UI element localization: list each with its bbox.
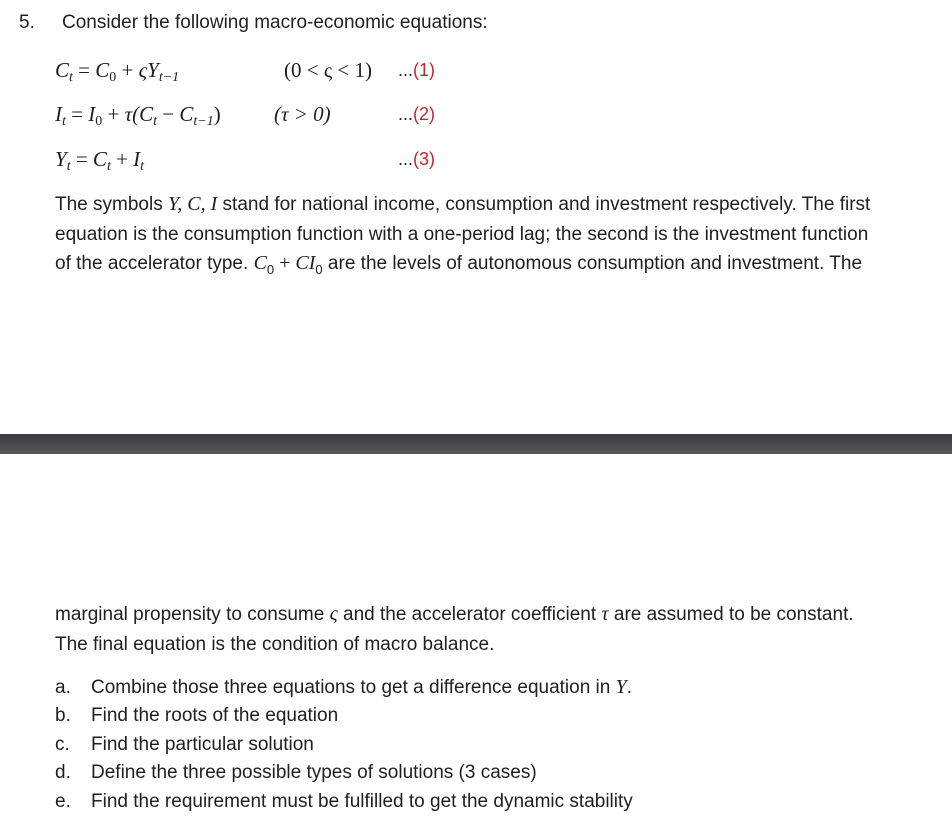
list-item-b: b. Find the roots of the equation	[55, 705, 339, 726]
equation-2-tag: ...(2)	[398, 104, 436, 124]
list-item-a: a. Combine those three equations to get a difference equation in Y.	[55, 676, 633, 698]
equation-2: $I_t = I_0 + \tau(C_t - C_{t-1})$	[55, 102, 221, 129]
equation-3: $Y_t = C_t + I_t$	[55, 147, 145, 174]
equation-2-condition: (τ > 0)	[274, 102, 331, 126]
list-item-c: c. Find the particular solution	[55, 734, 314, 755]
question-title: Consider the following macro-economic equations:	[62, 12, 488, 33]
list-item-d: d. Define the three possible types of solutions (3 cases)	[55, 762, 537, 783]
equation-1-tag: ...(1)	[398, 60, 436, 80]
question-number: 5.	[19, 12, 35, 33]
paragraph-2-line-2: The final equation is the condition of macro balance.	[55, 633, 495, 655]
paragraph-2-line-1: marginal propensity to consume ς and the accelerator coefficient τ are assumed to be constant.	[55, 603, 854, 625]
paragraph-1	[55, 190, 935, 284]
equation-1-condition: (0 < ς < 1)	[284, 58, 372, 82]
paragraph-2	[55, 600, 935, 659]
paragraph-1-line-2: equation is the consumption function with a one-period lag; the second is the investment function	[55, 223, 869, 245]
page-break-divider	[0, 434, 952, 454]
equation-3-tag: ...(3)	[398, 149, 436, 169]
equation-1: $C_t = C_0 + \varsigma Y_{t-1}$	[55, 58, 180, 85]
list-item-e: e. Find the requirement must be fulfilled to get the dynamic stability	[55, 791, 633, 812]
paragraph-1-line-1: The symbols Y, C, I stand for national income, consumption and investment respectively. The first	[55, 193, 871, 215]
paragraph-1-line-3: of the accelerator type. $C_0 + CI_0$ are the levels of autonomous consumption and investment. The	[55, 252, 863, 277]
